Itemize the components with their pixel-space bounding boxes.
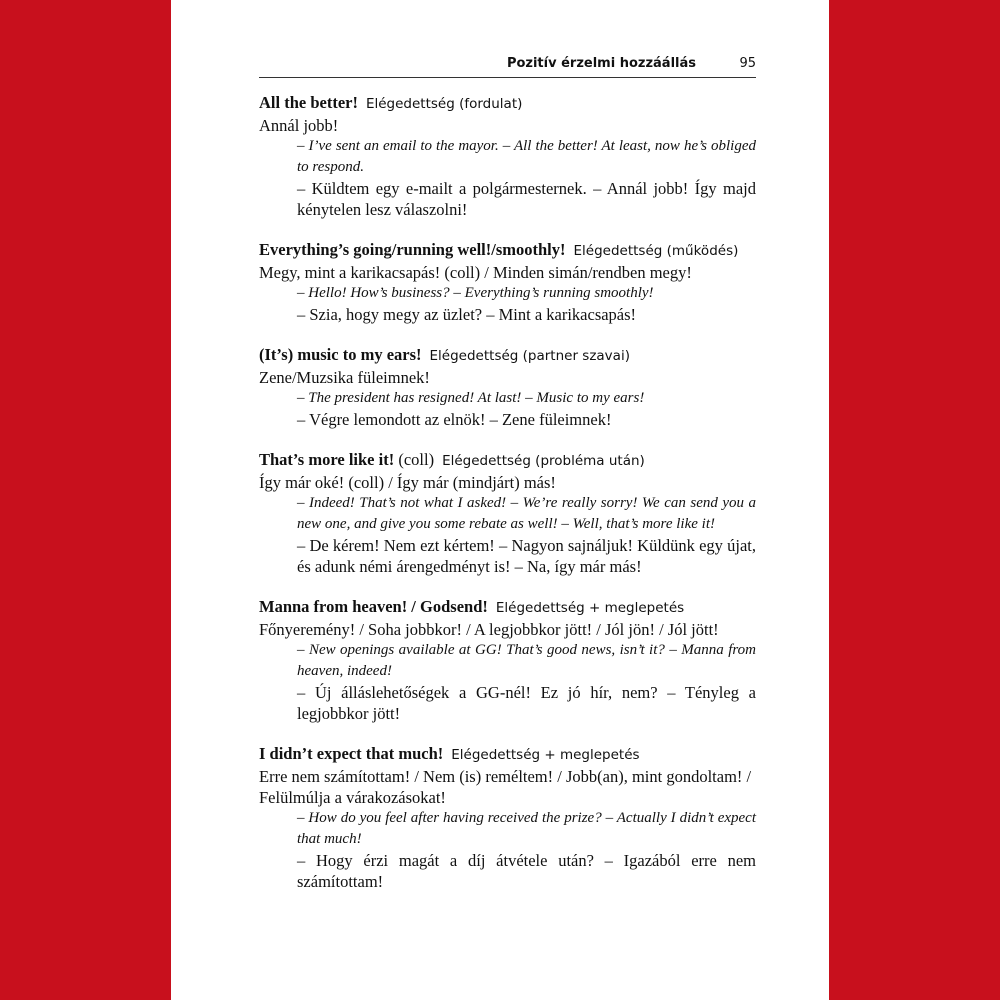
example-hungarian: – De kérem! Nem ezt kértem! – Nagyon sajnáljuk! Küldünk egy újat, és adunk némi árengedményt is! – Na, így már más! bbox=[297, 536, 756, 576]
page-number: 95 bbox=[739, 56, 756, 71]
entry bbox=[259, 92, 756, 220]
running-title: Pozitív érzelmi hozzáállás bbox=[506, 56, 696, 71]
entry-phrase: I didn’t expect that much! bbox=[259, 744, 444, 763]
example-english: – How do you feel after having received the prize? – Actually I didn’t expect that much! bbox=[297, 810, 756, 847]
book-page bbox=[171, 0, 829, 1000]
entry-head bbox=[259, 239, 756, 262]
entry bbox=[259, 344, 756, 430]
entry bbox=[259, 449, 756, 577]
entry-category: Elégedettség (fordulat) bbox=[365, 96, 523, 112]
entry-phrase: Everything’s going/running well!/smoothly! bbox=[259, 240, 566, 259]
entry-head bbox=[259, 344, 756, 367]
entry-translation: Annál jobb! bbox=[259, 116, 339, 135]
entry-translation: Zene/Muzsika füleimnek! bbox=[259, 368, 430, 387]
example-hungarian: – Új álláslehetőségek a GG-nél! Ez jó hír, nem? – Tényleg a legjobbkor jött! bbox=[297, 683, 756, 723]
example-english: – The president has resigned! At last! – Music to my ears! bbox=[297, 390, 645, 406]
page-header bbox=[259, 55, 756, 78]
entry bbox=[259, 743, 756, 892]
entry bbox=[259, 239, 756, 325]
entry-note: (coll) bbox=[398, 450, 435, 469]
entry-phrase: (It’s) music to my ears! bbox=[259, 345, 422, 364]
entry-translation: Megy, mint a karikacsapás! (coll) / Minden simán/rendben megy! bbox=[259, 263, 692, 282]
entry-category: Elégedettség (partner szavai) bbox=[429, 348, 630, 364]
example-hungarian: – Küldtem egy e-mailt a polgármesternek. – Annál jobb! Így majd kénytelen lesz válaszolni! bbox=[297, 179, 756, 219]
entry-translation: Főnyeremény! / Soha jobbkor! / A legjobbkor jött! / Jól jön! / Jól jött! bbox=[259, 620, 719, 639]
dictionary-content bbox=[259, 92, 756, 911]
entry-phrase: All the better! bbox=[259, 93, 358, 112]
entry-phrase: Manna from heaven! / Godsend! bbox=[259, 597, 488, 616]
entry-head bbox=[259, 92, 756, 115]
entry-category: Elégedettség + meglepetés bbox=[495, 600, 685, 616]
entry-phrase: That’s more like it! bbox=[259, 450, 395, 469]
example-english: – Hello! How’s business? – Everything’s running smoothly! bbox=[297, 285, 654, 301]
entry-category: Elégedettség + meglepetés bbox=[451, 747, 640, 763]
entry-category: Elégedettség (probléma után) bbox=[442, 453, 645, 469]
entry-translation: Erre nem számítottam! / Nem (is) reméltem! / Jobb(an), mint gondoltam! / Felülmúlja a várakozásokat! bbox=[259, 767, 752, 807]
example-english: – New openings available at GG! That’s good news, isn’t it? – Manna from heaven, indeed! bbox=[297, 642, 756, 679]
example-hungarian: – Hogy érzi magát a díj átvétele után? – Igazából erre nem számítottam! bbox=[297, 851, 756, 891]
entry-head bbox=[259, 449, 756, 472]
entry-translation: Így már oké! (coll) / Így már (mindjárt) más! bbox=[259, 473, 556, 492]
entry-category: Elégedettség (működés) bbox=[573, 243, 739, 259]
example-english: – I’ve sent an email to the mayor. – All the better! At least, now he’s obliged to respond. bbox=[297, 138, 756, 175]
example-hungarian: – Szia, hogy megy az üzlet? – Mint a karikacsapás! bbox=[297, 305, 637, 324]
example-hungarian: – Végre lemondott az elnök! – Zene füleimnek! bbox=[297, 410, 612, 429]
entry bbox=[259, 596, 756, 724]
entry-head bbox=[259, 596, 756, 619]
entry-head bbox=[259, 743, 756, 766]
example-english: – Indeed! That’s not what I asked! – We’re really sorry! We can send you a new one, and give you some rebate as well! – Well, that’s more like it! bbox=[297, 495, 756, 532]
